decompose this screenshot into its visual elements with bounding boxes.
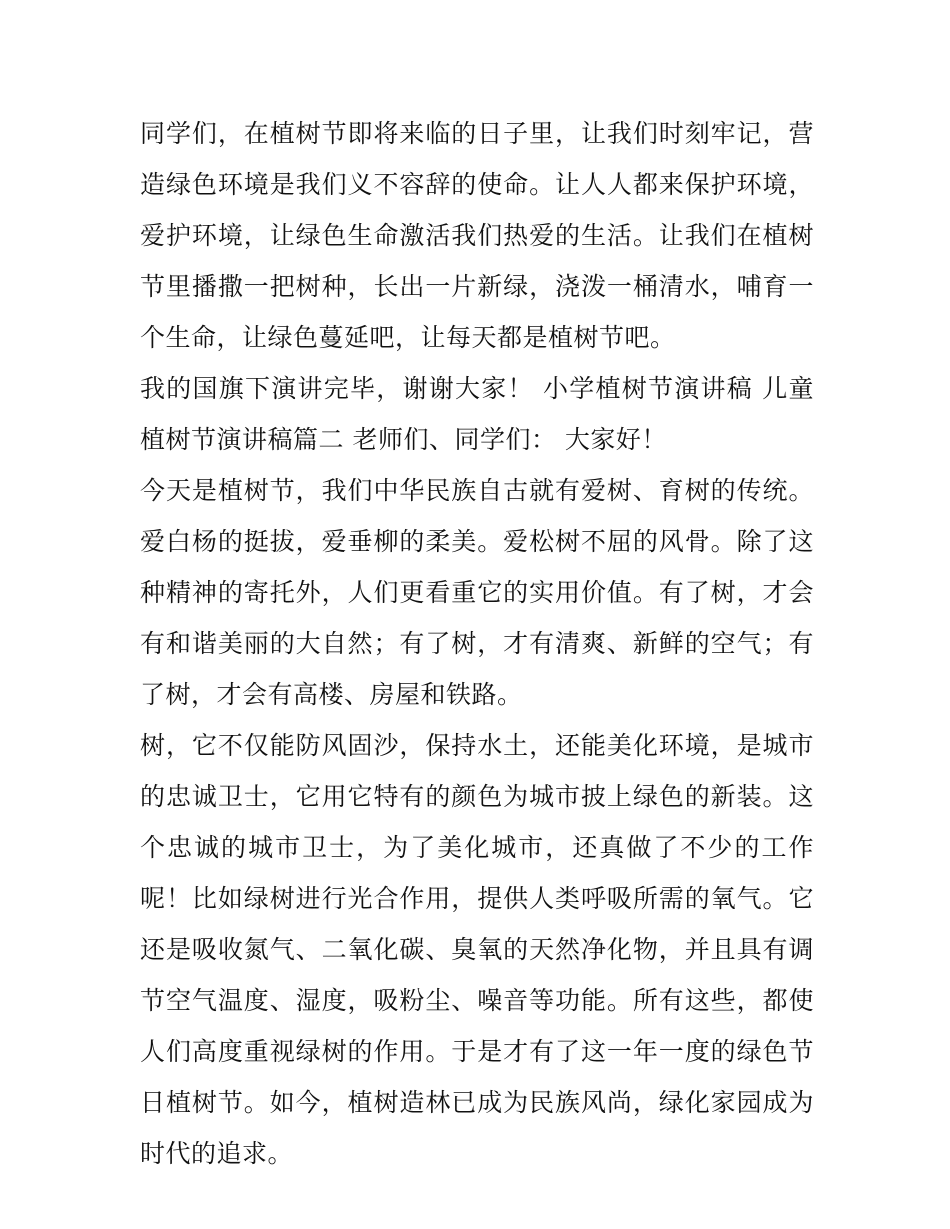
paragraph-4: 树，它不仅能防风固沙，保持水土，还能美化环境，是城市的忠诚卫士，它用它特有的颜色为城市披上绿色的新装。这个忠诚的城市卫士，为了美化城市，还真做了不少的工作呢！比如绿树进行光合作用，提供人类呼吸所需的氧气。它还是吸收氮气、二氧化碳、臭氧的天然净化物，并且具有调节空气温度、湿度，吸粉尘、噪音等功能。所有这些，都使人们高度重视绿树的作用。于是才有了这一年一度的绿色节日植树节。如今，植树造林已成为民族风尚，绿化家园成为时代的追求。 [140,731,814,1168]
paragraph-2: 我的国旗下演讲完毕，谢谢大家！ 小学植树节演讲稿 儿童植树节演讲稿篇二 老师们、同学们： 大家好！ [140,374,814,454]
paragraph-3: 今天是植树节，我们中华民族自古就有爱树、育树的传统。爱白杨的挺拔，爱垂柳的柔美。爱松树不屈的风骨。除了这种精神的寄托外，人们更看重它的实用价值。有了树，才会有和谐美丽的大自然；有了树，才有清爽、新鲜的空气；有了树，才会有高楼、房屋和铁路。 [140,476,814,709]
paragraph-1: 同学们，在植树节即将来临的日子里，让我们时刻牢记，营造绿色环境是我们义不容辞的使命。让人人都来保护环境，爱护环境，让绿色生命激活我们热爱的生活。让我们在植树节里播撒一把树种，长出一片新绿，浇泼一桶清水，哺育一个生命，让绿色蔓延吧，让每天都是植树节吧。 [140,119,814,352]
document-body [140,108,814,1179]
